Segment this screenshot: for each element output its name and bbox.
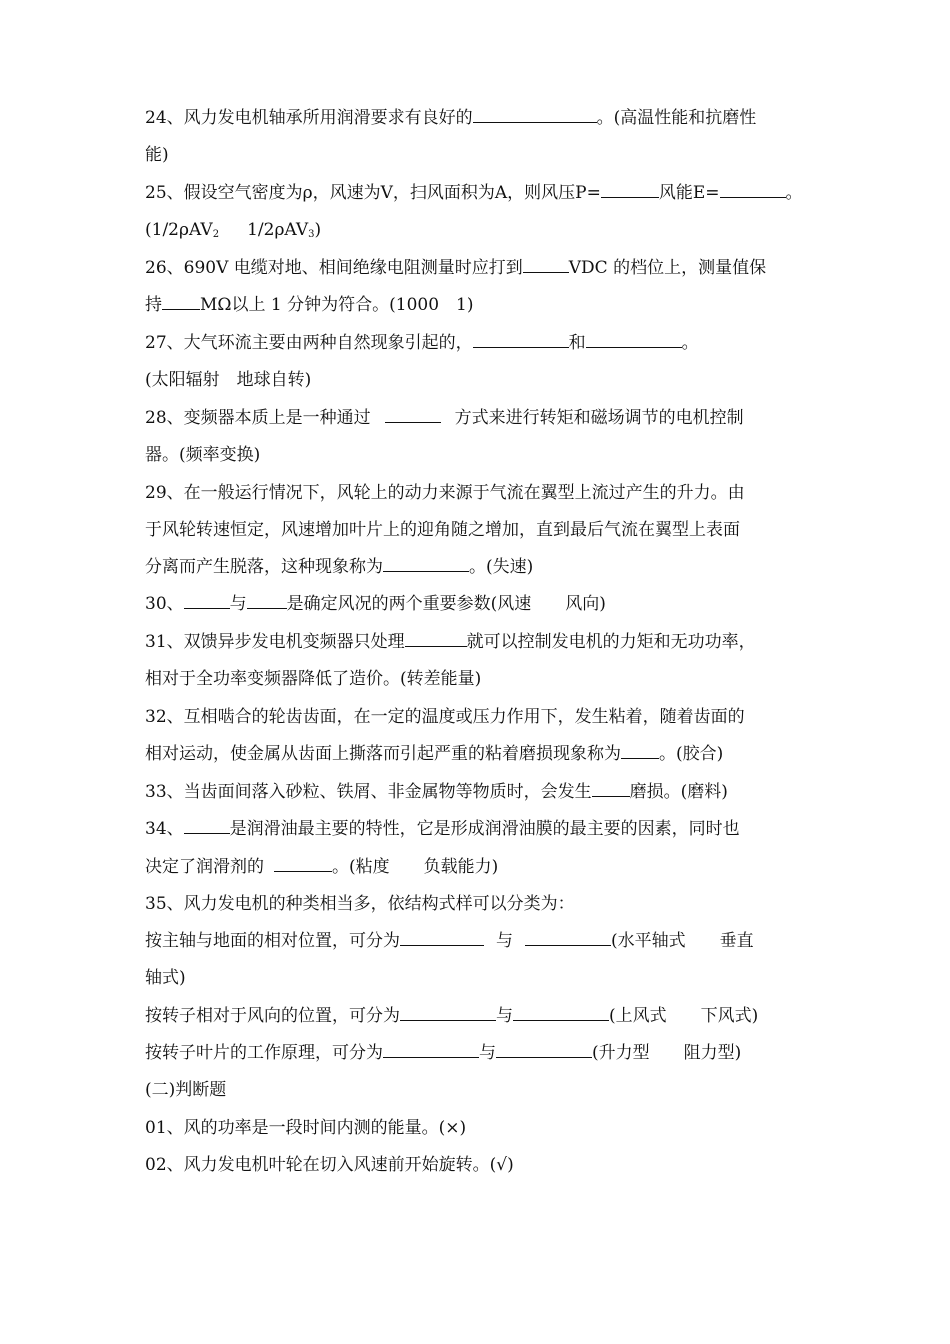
q29-line1: 29、在一般运行情况下，风轮上的动力来源于气流在翼型上流过产生的升力。由	[145, 483, 745, 503]
answer-blank	[496, 1043, 592, 1058]
answer-blank	[184, 594, 230, 609]
answer-blank	[621, 744, 659, 759]
answer-blank	[247, 594, 287, 609]
q25-line2: (1/2ρAV$_2$ 1/2ρAV$_3$)	[145, 220, 322, 240]
answer-blank	[720, 183, 786, 198]
answer-blank	[405, 632, 467, 647]
q34-line2: 决定了润滑剂的 。(粘度 负载能力)	[145, 857, 499, 877]
answer-blank	[385, 408, 441, 423]
q31-line1: 31、双馈异步发电机变频器只处理 就可以控制发电机的力矩和无功功率，	[145, 632, 756, 652]
answer-blank	[523, 258, 569, 273]
q24-line2: 能)	[145, 145, 169, 165]
answer-blank	[592, 782, 630, 797]
answer-blank	[473, 108, 597, 123]
q33-line: 33、当齿面间落入砂粒、铁屑、非金属物等物质时，会发生 磨损。(磨料)	[145, 782, 728, 802]
q30-line: 30、 与 是确定风况的两个重要参数(风速 风向)	[145, 594, 606, 614]
q32-line1: 32、互相啮合的轮齿齿面，在一定的温度或压力作用下，发生粘着，随着齿面的	[145, 707, 745, 727]
answer-blank	[383, 1043, 479, 1058]
answer-blank	[513, 1006, 609, 1021]
q35-line5: 按转子叶片的工作原理，可分为 与 (升力型 阻力型)	[145, 1043, 742, 1063]
answer-blank	[473, 333, 569, 348]
q27-line2: (太阳辐射 地球自转)	[145, 370, 312, 390]
q32-line2: 相对运动，使金属从齿面上撕落而引起严重的粘着磨损现象称为 。(胶合)	[145, 744, 724, 764]
q31-line2: 相对于全功率变频器降低了造价。(转差能量)	[145, 669, 482, 689]
q24-line1: 24、风力发电机轴承所用润滑要求有良好的 。(高温性能和抗磨性	[145, 108, 757, 128]
answer-blank	[601, 183, 659, 198]
q35-line1: 35、风力发电机的种类相当多，依结构式样可以分类为：	[145, 894, 575, 914]
answer-blank	[184, 819, 230, 834]
answer-blank	[383, 557, 469, 572]
answer-blank	[400, 1006, 496, 1021]
answer-blank	[586, 333, 682, 348]
q29-line2: 于风轮转速恒定，风速增加叶片上的迎角随之增加，直到最后气流在翼型上表面	[145, 520, 740, 540]
q35-line4: 按转子相对于风向的位置，可分为 与 (上风式 下风式)	[145, 1006, 759, 1026]
answer-blank	[274, 857, 332, 872]
answer-blank	[162, 295, 200, 310]
q29-line3: 分离而产生脱落，这种现象称为 。(失速)	[145, 557, 534, 577]
q35-line2: 按主轴与地面的相对位置，可分为 与 (水平轴式 垂直	[145, 931, 754, 951]
answer-blank	[525, 931, 611, 946]
q27-line1: 27、大气环流主要由两种自然现象引起的， 和 。	[145, 333, 699, 353]
judgment-item: 02、风力发电机叶轮在切入风速前开始旋转。(√)	[145, 1155, 514, 1175]
section-heading: (二)判断题	[145, 1080, 227, 1100]
q35-line3: 轴式)	[145, 968, 186, 988]
q28-line1: 28、变频器本质上是一种通过 方式来进行转矩和磁场调节的电机控制	[145, 408, 744, 428]
q26-line2: 持 MΩ以上 1 分钟为符合。(1000 1)	[145, 295, 474, 315]
q25-line1: 25、假设空气密度为ρ，风速为V，扫风面积为A，则风压P= 风能E= 。	[145, 183, 803, 203]
judgment-item: 01、风的功率是一段时间内测的能量。(×)	[145, 1118, 467, 1138]
q26-line1: 26、690V 电缆对地、相间绝缘电阻测量时应打到 VDC 的档位上，测量值保	[145, 258, 767, 278]
q28-line2: 器。(频率变换)	[145, 445, 261, 465]
q34-line1: 34、 是润滑油最主要的特性，它是形成润滑油膜的最主要的因素，同时也	[145, 819, 740, 839]
answer-blank	[400, 931, 484, 946]
